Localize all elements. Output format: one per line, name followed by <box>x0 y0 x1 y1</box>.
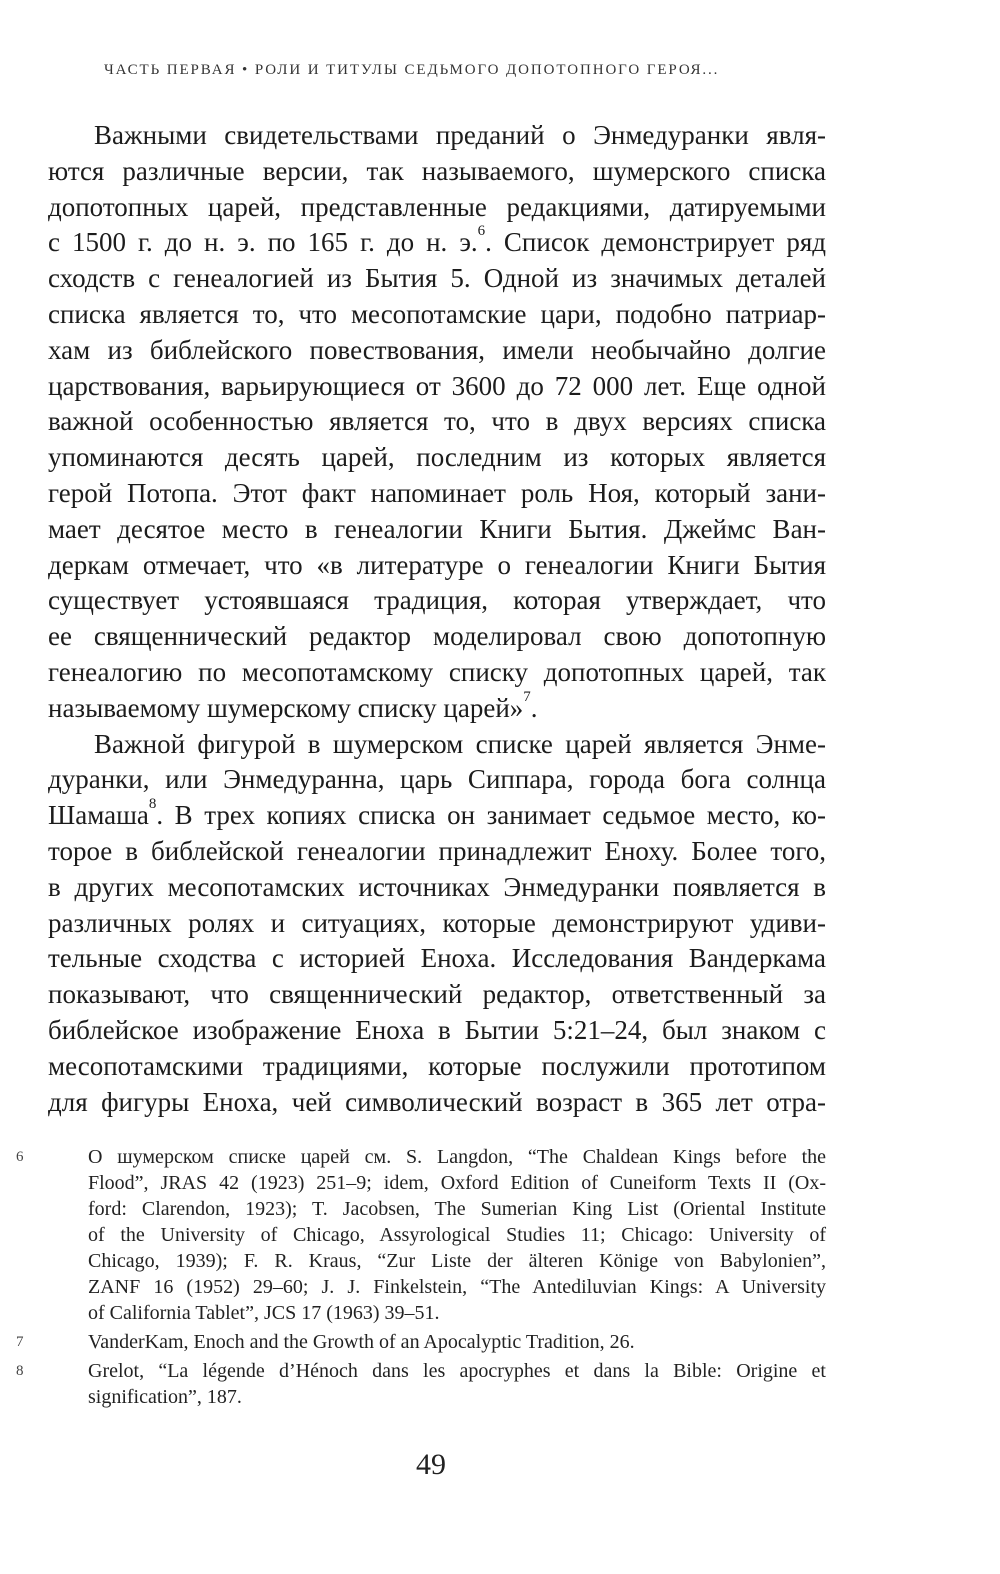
text-line: торое в библейской генеалогии принадлежит Еноху. Более того, <box>48 835 826 866</box>
footnotes <box>16 1144 826 1413</box>
text-line: существует устоявшаяся традиция, которая утверждает, что <box>48 585 826 616</box>
text-line: герой Потопа. Этот факт напоминает роль Ноя, который зани- <box>48 477 826 508</box>
footnote-7 <box>16 1329 826 1355</box>
text-line: деркам отмечает, что «в литературе о генеалогии Книги Бытия <box>48 549 826 580</box>
footnote-8 <box>16 1358 826 1410</box>
text-line: списка является то, что месопотамские цари, подобно патриар- <box>48 298 826 329</box>
text-line: важной особенностью является то, что в двух версиях списка <box>48 406 826 437</box>
page-number: 49 <box>416 1448 446 1481</box>
footnote-line: Grelot, “La légende d’Hénoch dans les apocryphes et dans la Bible: Origine et <box>88 1360 826 1382</box>
footnote-ref-7[interactable]: 7 <box>523 688 531 705</box>
text-line: допотопных царей, представленные редакциями, датируемыми <box>48 191 826 222</box>
footnote-number: 8 <box>16 1363 24 1379</box>
text-line: различных ролях и ситуациях, которые демонстрируют удиви- <box>48 907 826 938</box>
text-line: хам из библейского повествования, имели необычайно долгие <box>48 334 826 365</box>
text-line: библейское изображение Еноха в Бытии 5:21–24, был знаком с <box>48 1014 826 1045</box>
text-line: упоминаются десять царей, последним из которых является <box>48 442 826 473</box>
footnote-number: 7 <box>16 1334 24 1350</box>
footnote-line: Flood”, JRAS 42 (1923) 251–9; idem, Oxford Edition of Cuneiform Texts II (Ox- <box>88 1172 826 1194</box>
text-segment: . Список демонстрирует ряд <box>485 227 826 258</box>
text-segment: . <box>530 692 538 723</box>
text-line: тельные сходства с историей Еноха. Исследования Вандеркама <box>48 943 826 974</box>
footnote-line: of the University of Chicago, Assyrological Studies 11; Chicago: University of <box>88 1224 826 1246</box>
footnote-line: ford: Clarendon, 1923); T. Jacobsen, The Sumerian King List (Oriental Institute <box>88 1198 826 1220</box>
footnote-line: О шумерском списке царей см. S. Langdon, “The Chaldean Kings before the <box>88 1146 826 1168</box>
footnote-ref-6[interactable]: 6 <box>477 223 486 240</box>
text-line: мает десятое место в генеалогии Книги Бытия. Джеймс Ван- <box>48 513 826 544</box>
text-line: ются различные версии, так называемого, шумерского списка <box>48 155 826 186</box>
footnote-line: VanderKam, Enoch and the Growth of an Apocalyptic Tradition, 26. <box>88 1331 635 1353</box>
text-line: в других месопотамских источниках Энмедуранки появляется в <box>48 871 826 902</box>
text-segment: . В трех копиях списка он занимает седьмое место, ко- <box>156 800 826 831</box>
paragraph-2 <box>48 727 826 1121</box>
text-segment: с 1500 г. до н. э. по 165 г. до н. э. <box>48 227 478 258</box>
main-text <box>48 118 826 1120</box>
text-line: месопотамскими традициями, которые послужили прототипом <box>48 1050 826 1081</box>
footnote-line: signification”, 187. <box>88 1386 242 1408</box>
footnote-6 <box>16 1144 826 1326</box>
text-line: Важной фигурой в шумерском списке царей является Энме- <box>94 728 826 759</box>
text-line: ее священнический редактор моделировал свою допотопную <box>48 621 826 652</box>
text-line: показывают, что священнический редактор, ответственный за <box>48 979 826 1010</box>
text-line: Важными свидетельствами преданий о Энмедуранки явля- <box>94 120 826 150</box>
footnote-line: Chicago, 1939); F. R. Kraus, “Zur Liste der älteren Könige von Babylonien”, <box>88 1250 826 1272</box>
footnote-line: ZANF 16 (1952) 29–60; J. J. Finkelstein, “The Antediluvian Kings: A University <box>88 1276 826 1298</box>
text-segment: Шамаша <box>48 800 149 831</box>
text-line <box>48 225 826 261</box>
text-line: для фигуры Еноха, чей символический возраст в 365 лет отра- <box>48 1086 826 1117</box>
running-head: ЧАСТЬ ПЕРВАЯ • РОЛИ И ТИТУЛЫ СЕДЬМОГО ДОПОТОПНОГО ГЕРОЯ... <box>104 62 720 78</box>
text-line: царствования, варьирующиеся от 3600 до 72 000 лет. Еще одной <box>48 370 826 401</box>
footnote-line: of California Tablet”, JCS 17 (1963) 39–51. <box>88 1302 440 1324</box>
text-line: сходств с генеалогией из Бытия 5. Одной из значимых деталей <box>48 263 826 294</box>
text-line: дуранки, или Энмедуранна, царь Сиппара, города бога солнца <box>48 764 826 795</box>
footnote-ref-8[interactable]: 8 <box>148 796 157 813</box>
text-line <box>48 688 826 727</box>
text-line: генеалогию по месопотамскому списку допотопных царей, так <box>48 656 826 687</box>
text-line <box>48 798 826 834</box>
text-segment: называемому шумерскому списку царей» <box>48 692 524 723</box>
paragraph-1 <box>48 118 826 727</box>
footnote-number: 6 <box>16 1149 24 1165</box>
